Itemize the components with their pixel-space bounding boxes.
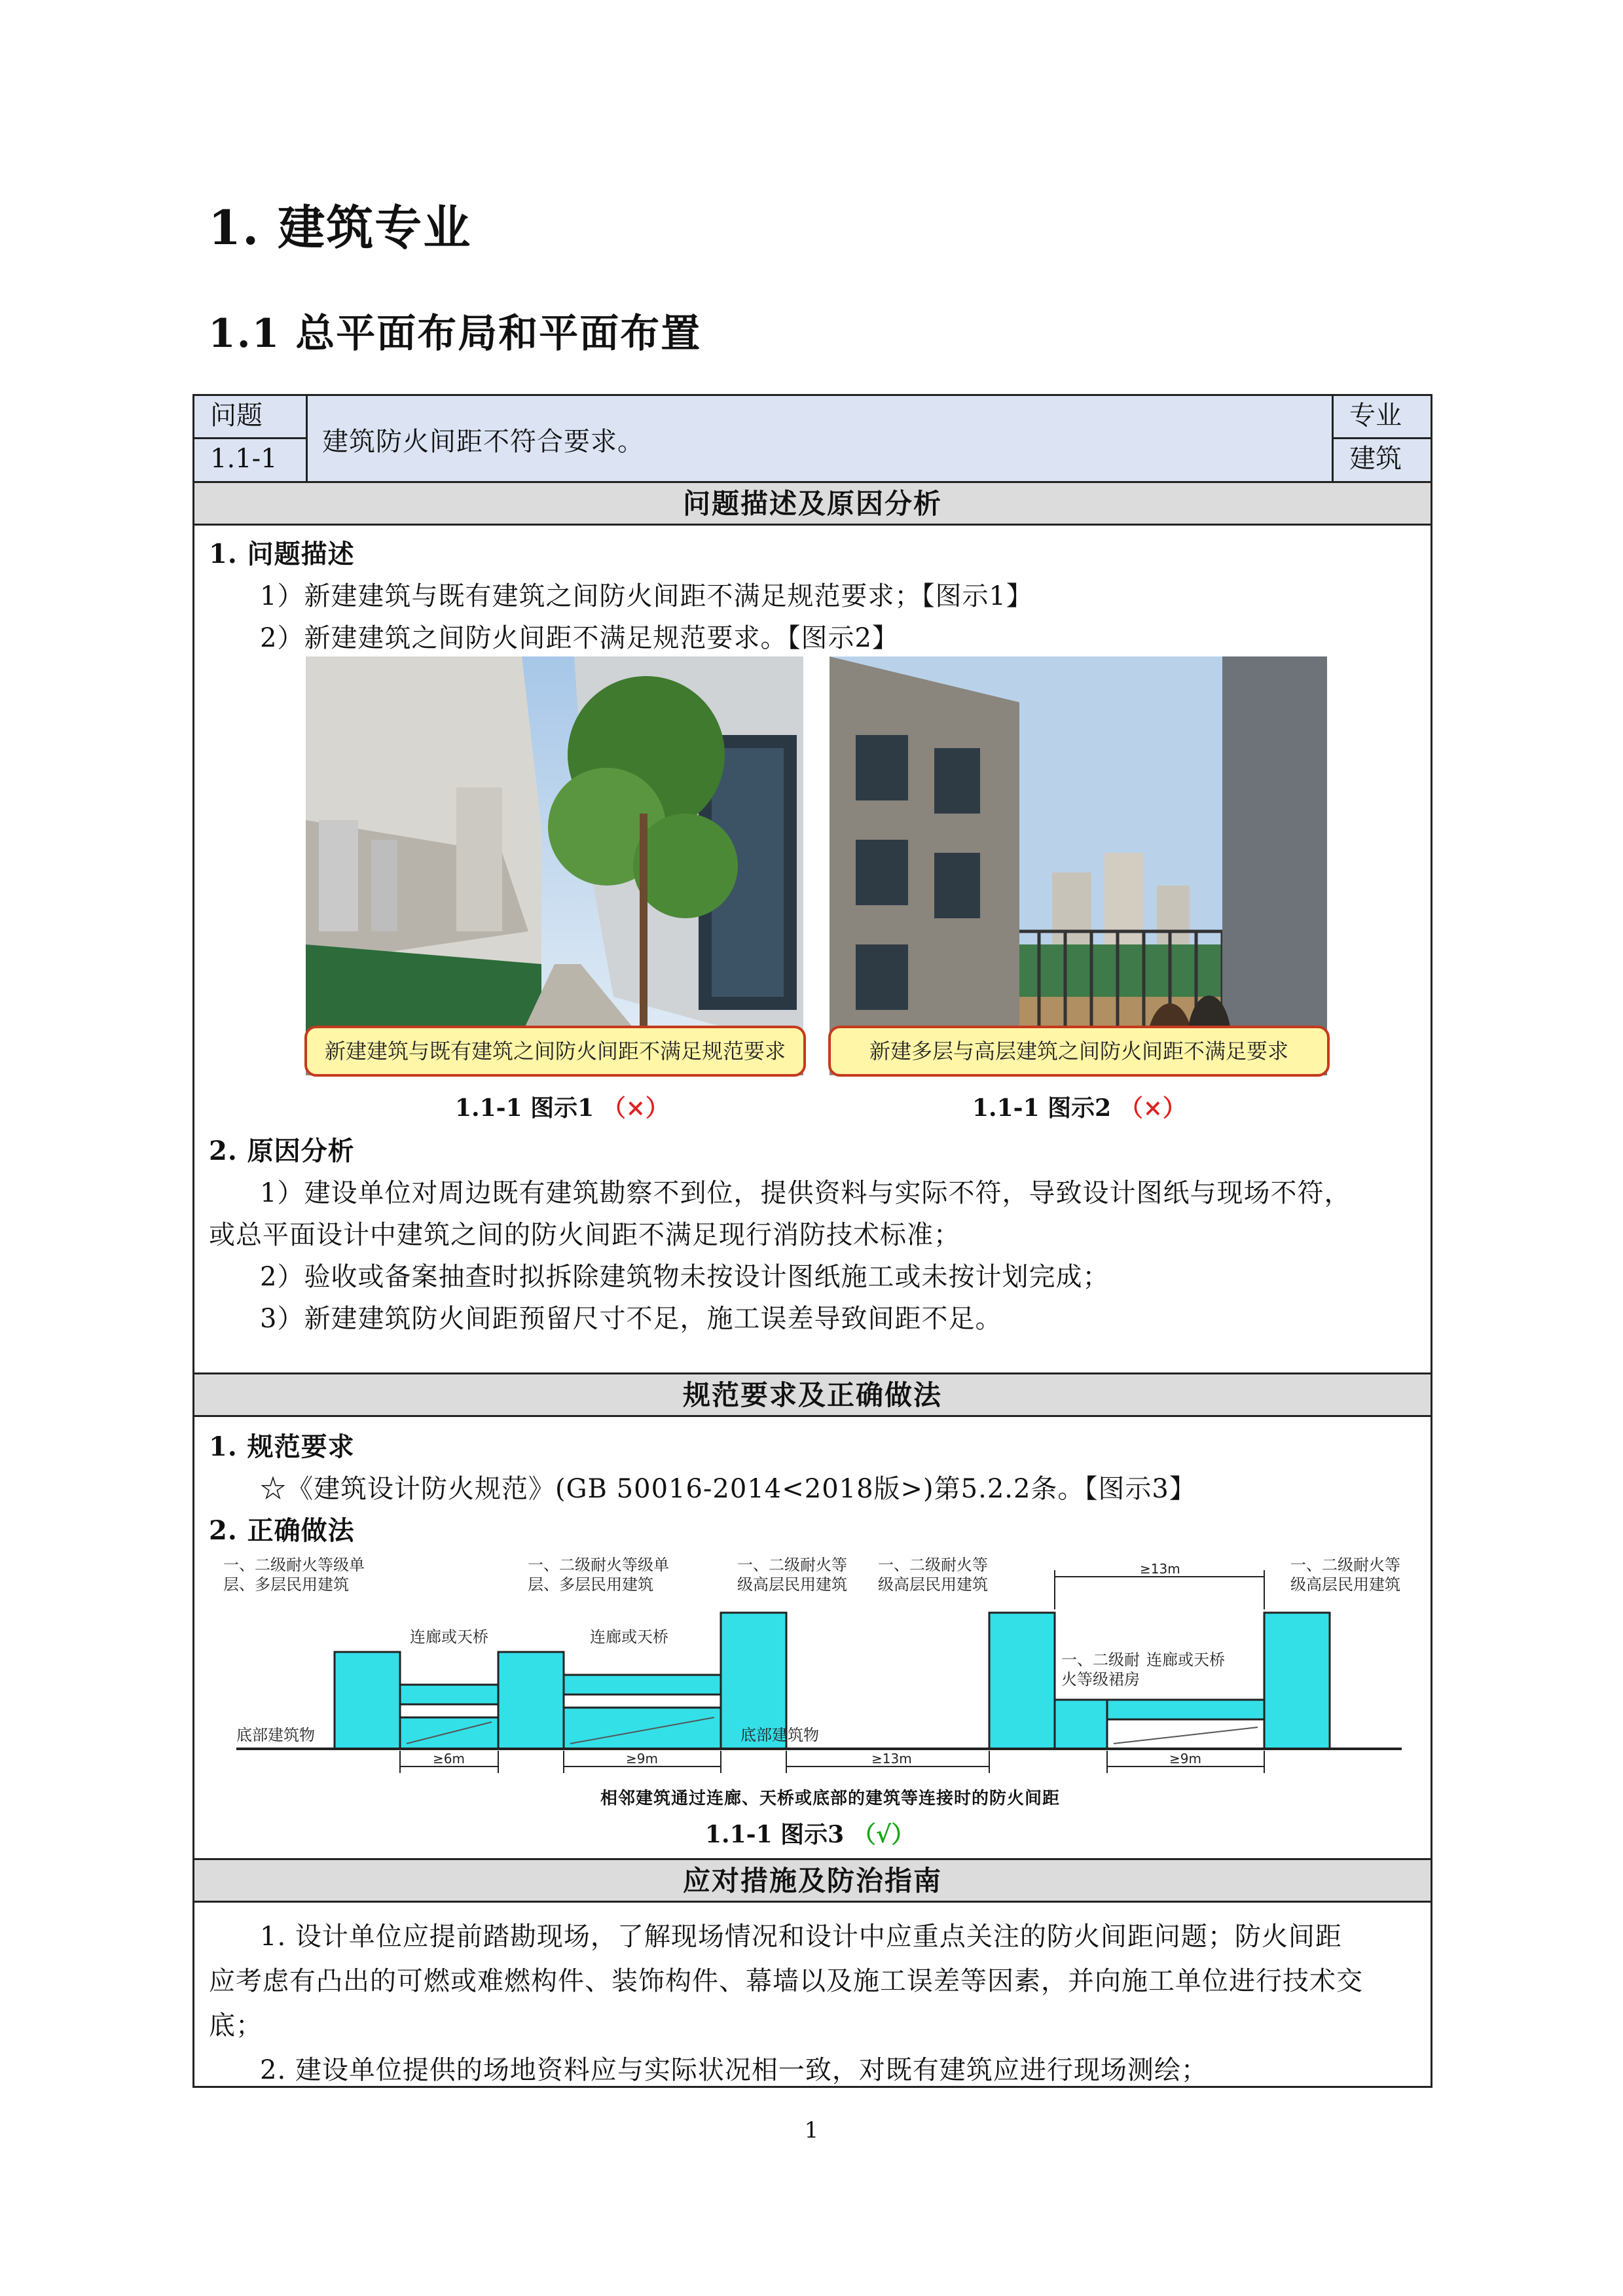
bridge-1 [400, 1685, 498, 1704]
base-building-2 [564, 1708, 721, 1749]
measure-2: 2. 建设单位提供的场地资料应与实际状况相一致，对既有建筑应进行现场测绘； [260, 2055, 1208, 2085]
label-bridge-1: 连廊或天桥 [410, 1628, 488, 1646]
dim-4: ≥9m [1169, 1751, 1201, 1767]
section-band-analysis: 问题描述及原因分析 [194, 481, 1431, 526]
dim-2: ≥9m [626, 1751, 658, 1767]
problem-code-cell [194, 439, 306, 481]
label-base-1: 底部建筑物 [236, 1726, 315, 1744]
dim-3: ≥13m [871, 1751, 912, 1767]
cause-item-2: 2）验收或备案抽查时拟拆除建筑物未按设计图纸施工或未按计划完成； [260, 1262, 1110, 1292]
norm-title: 1. 规范要求 [209, 1431, 355, 1462]
building-4 [989, 1613, 1055, 1749]
label-b5-line2: 级高层民用建筑 [1290, 1575, 1400, 1594]
label-b1-line2: 层、多层民用建筑 [223, 1575, 349, 1594]
label-podium-line1: 一、二级耐 [1061, 1651, 1140, 1669]
building-1 [335, 1652, 400, 1749]
figure-3-caption [705, 1816, 915, 1850]
specialty-value-cell [1334, 439, 1431, 481]
description-item-2: 2）新建建筑之间防火间距不满足规范要求。【图示2】 [260, 623, 899, 653]
cause-item-3: 3）新建建筑防火间距预留尺寸不足，施工误差导致间距不足。 [260, 1304, 1002, 1334]
label-b2-line1: 一、二级耐火等级单 [528, 1556, 669, 1574]
bridge-2 [564, 1675, 721, 1695]
podium [1055, 1700, 1107, 1749]
dim-5: ≥13m [1140, 1561, 1180, 1577]
label-b3-line2: 级高层民用建筑 [737, 1575, 847, 1594]
practice-title: 2. 正确做法 [209, 1515, 355, 1546]
photo-1-callout: 新建建筑与既有建筑之间防火间距不满足规范要求 [304, 1026, 806, 1077]
specialty-label: 专业 [1349, 401, 1402, 431]
label-b2-line2: 层、多层民用建筑 [528, 1575, 653, 1594]
label-b4-line2: 级高层民用建筑 [878, 1575, 988, 1594]
problem-code: 1.1-1 [210, 444, 278, 474]
label-podium-line2: 火等级裙房 [1061, 1670, 1140, 1689]
bridge-3 [1107, 1700, 1264, 1719]
photo-2-callout: 新建多层与高层建筑之间防火间距不满足要求 [828, 1026, 1330, 1077]
label-b1-line1: 一、二级耐火等级单 [223, 1556, 365, 1574]
label-b4-line1: 一、二级耐火等 [878, 1556, 988, 1574]
label-base-2: 底部建筑物 [740, 1726, 819, 1744]
figure-2-caption-text: 1.1-1 图示2 [972, 1094, 1112, 1122]
problem-label-cell [194, 396, 306, 439]
photo-2 [830, 656, 1327, 1075]
figure-3-caption-text: 1.1-1 图示3 [705, 1821, 845, 1848]
section-heading: 1.1 总平面布局和平面布置 [208, 311, 702, 357]
figure-3-correct-mark: （√） [852, 1821, 915, 1848]
dim-1: ≥6m [433, 1751, 465, 1767]
photo-2-illustration [830, 656, 1327, 1075]
figure-2-wrong-mark: （×） [1119, 1094, 1186, 1122]
problem-card [192, 394, 1432, 2088]
norm-text: ☆《建筑设计防火规范》(GB 50016-2014<2018版>)第5.2.2条。【图示3】 [260, 1474, 1196, 1504]
cause-item-1-line-1: 1）建设单位对周边既有建筑勘察不到位，提供资料与实际不符，导致设计图纸与现场不符， [260, 1178, 1351, 1208]
page-number: 1 [804, 2117, 819, 2144]
specialty-label-cell [1334, 396, 1431, 439]
chapter-heading: 1. 建筑专业 [208, 200, 472, 255]
problem-label: 问题 [210, 401, 263, 431]
section-band-measures: 应对措施及防治指南 [194, 1858, 1431, 1903]
figure-1-caption-text: 1.1-1 图示1 [455, 1094, 594, 1122]
cause-title: 2. 原因分析 [209, 1136, 355, 1166]
label-b5-line1: 一、二级耐火等 [1290, 1556, 1400, 1574]
photo-1 [306, 656, 803, 1075]
fire-spacing-diagram [223, 1551, 1415, 1780]
section-band-requirements: 规范要求及正确做法 [194, 1372, 1431, 1417]
measure-1-line-3: 底； [209, 2011, 263, 2041]
problem-title: 建筑防火间距不符合要求。 [322, 427, 644, 457]
cause-item-1-line-2: 或总平面设计中建筑之间的防火间距不满足现行消防技术标准； [209, 1220, 960, 1250]
figure-2-caption [972, 1090, 1186, 1123]
building-2 [498, 1652, 564, 1749]
photo-1-illustration [306, 656, 803, 1075]
problem-title-cell [306, 396, 1334, 481]
specialty-value: 建筑 [1349, 444, 1402, 474]
label-bridge-3: 连廊或天桥 [1146, 1651, 1225, 1669]
measure-1-line-2: 应考虑有凸出的可燃或难燃构件、装饰构件、幕墙以及施工误差等因素，并向施工单位进行技术交 [209, 1966, 1363, 1996]
description-item-1: 1）新建建筑与既有建筑之间防火间距不满足规范要求；【图示1】 [260, 581, 1033, 611]
figure-1-wrong-mark: （×） [602, 1094, 669, 1122]
figure-1-caption [455, 1090, 669, 1123]
diagram-caption: 相邻建筑通过连廊、天桥或底部的建筑等连接时的防火间距 [600, 1789, 1061, 1808]
label-bridge-2: 连廊或天桥 [590, 1628, 668, 1646]
label-b3-line1: 一、二级耐火等 [737, 1556, 847, 1574]
building-5 [1264, 1613, 1330, 1749]
measure-1-line-1: 1. 设计单位应提前踏勘现场，了解现场情况和设计中应重点关注的防火间距问题；防火间距 [260, 1922, 1342, 1952]
description-title: 1. 问题描述 [209, 539, 355, 569]
